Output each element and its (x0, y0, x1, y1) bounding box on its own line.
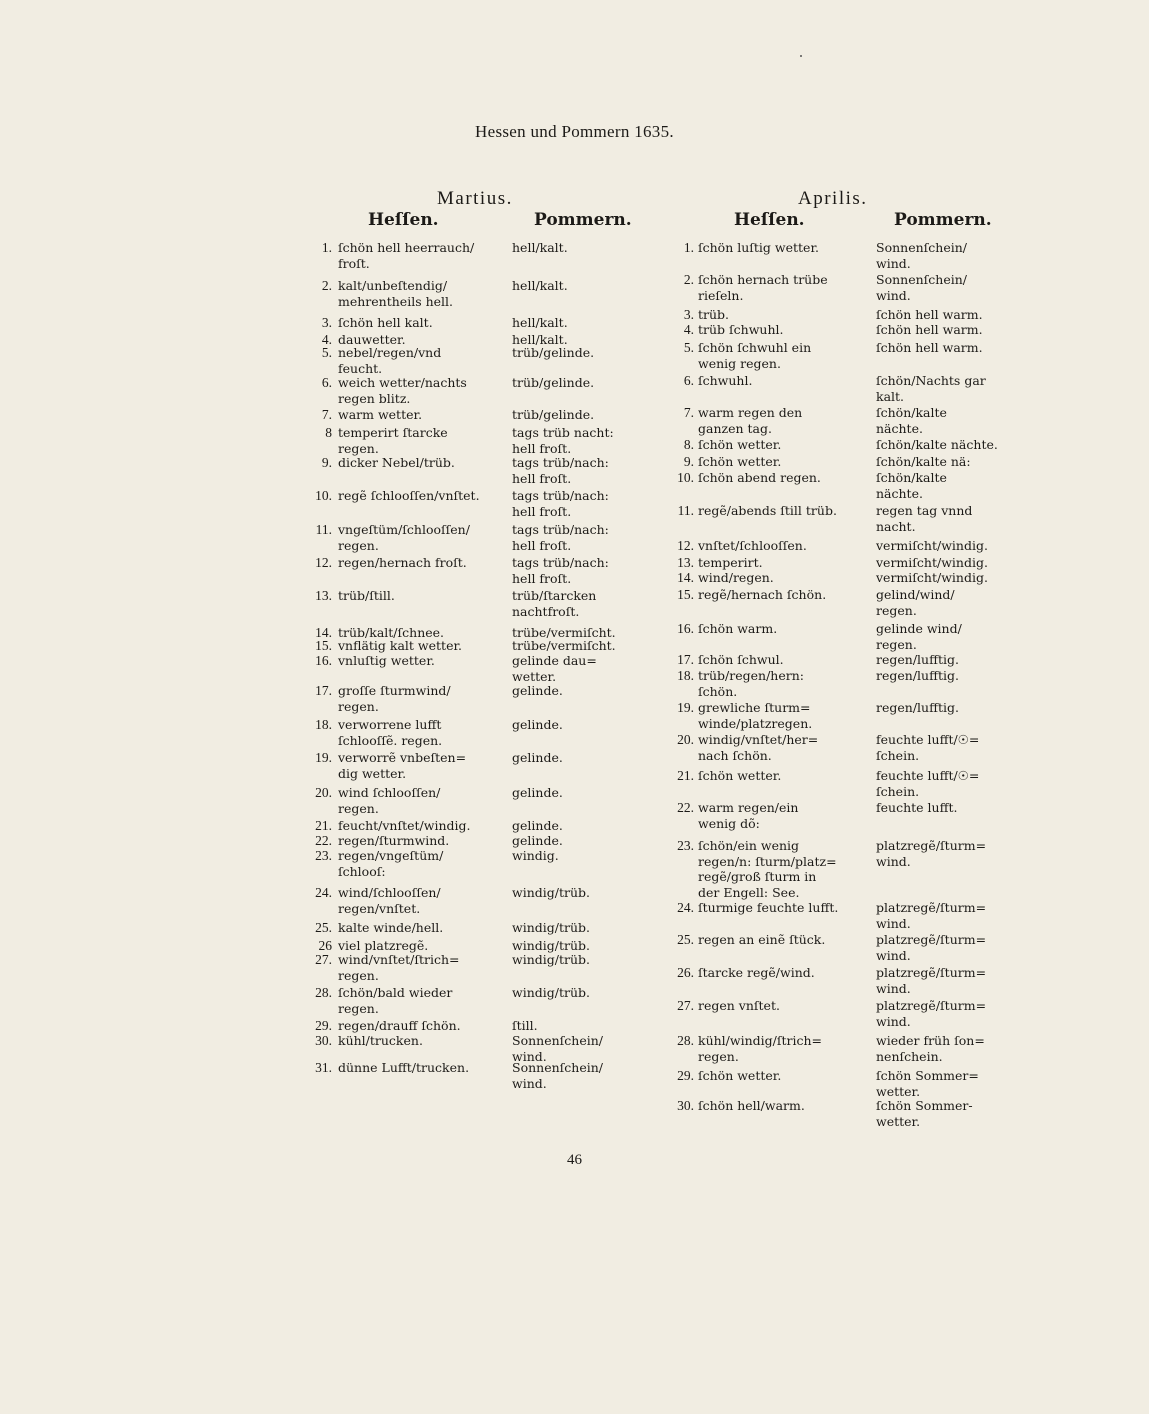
hessen-entry: kühl/trucken. (338, 1033, 423, 1048)
pommern-entry: regen/lufftig. (876, 668, 959, 683)
pommern-entry: gelinde wind/ regen. (876, 621, 962, 652)
day-number: 1. (321, 240, 332, 255)
pommern-entry: tags trüb/nach: hell froſt. (512, 488, 609, 519)
pommern-entry: Sonnenſchein/ wind. (876, 240, 967, 271)
hessen-entry: wind/vnſtet/ſtrich= regen. (338, 952, 460, 983)
hessen-entry: kalt/unbeſtendig/ mehrentheils hell. (338, 278, 453, 309)
day-number: 12. (315, 555, 332, 570)
pommern-entry: ſchön hell warm. (876, 340, 983, 355)
pommern-entry: trüb/gelinde. (512, 375, 595, 390)
pommern-entry: trüb/gelinde. (512, 407, 595, 422)
day-number: 2. (683, 272, 694, 287)
hessen-entry: ſchön wetter. (698, 437, 782, 452)
hessen-entry: regen an einẽ ſtück. (698, 932, 826, 947)
day-number: 25. (315, 920, 332, 935)
pommern-entry: tags trüb/nach: hell froſt. (512, 522, 609, 553)
pommern-entry: regen/lufftig. (876, 700, 959, 715)
column-header-pommern: Pommern. (534, 210, 632, 230)
hessen-entry: vnſtet/ſchlooſſen. (698, 538, 807, 553)
pommern-entry: windig/trüb. (512, 985, 590, 1000)
hessen-entry: wind ſchlooſſen/ regen. (338, 785, 441, 816)
hessen-entry: ſchön hernach trübe rieſeln. (698, 272, 828, 303)
hessen-entry: warm wetter. (338, 407, 423, 422)
day-number: 15. (677, 587, 694, 602)
day-number: 4. (683, 322, 694, 337)
pommern-entry: hell/kalt. (512, 240, 568, 255)
hessen-entry: trüb/ſtill. (338, 588, 395, 603)
hessen-entry: ſchön wetter. (698, 1068, 782, 1083)
day-number: 20. (315, 785, 332, 800)
day-number: 24. (315, 885, 332, 900)
day-number: 12. (677, 538, 694, 553)
hessen-entry: ſchön wetter. (698, 768, 782, 783)
hessen-entry: ſchön ſchwul. (698, 652, 784, 667)
pommern-entry: hell/kalt. (512, 278, 568, 293)
day-number: 19. (315, 750, 332, 765)
hessen-entry: weich wetter/nachts regen blitz. (338, 375, 467, 406)
hessen-entry: temperirt. (698, 555, 763, 570)
day-number: 27. (677, 998, 694, 1013)
day-number: 27. (315, 952, 332, 967)
hessen-entry: kühl/windig/ſtrich= regen. (698, 1033, 822, 1064)
pommern-entry: ſchön hell warm. (876, 322, 983, 337)
hessen-entry: nebel/regen/vnd feucht. (338, 345, 442, 376)
hessen-entry: kalte winde/hell. (338, 920, 444, 935)
pommern-entry: vermiſcht/windig. (876, 570, 988, 585)
day-number: 23. (677, 838, 694, 853)
day-number: 22. (677, 800, 694, 815)
hessen-entry: vnluſtig wetter. (338, 653, 435, 668)
hessen-entry: regen/vngeſtüm/ ſchlooſ: (338, 848, 444, 879)
pommern-entry: hell/kalt. (512, 315, 568, 330)
day-number: 5. (321, 345, 332, 360)
day-number: 7. (683, 405, 694, 420)
ink-speck (800, 55, 802, 57)
pommern-entry: gelinde. (512, 683, 563, 698)
pommern-entry: platzregẽ/ſturm= wind. (876, 900, 987, 931)
hessen-entry: ſchön luſtig wetter. (698, 240, 820, 255)
day-number: 26. (677, 965, 694, 980)
hessen-entry: regẽ ſchlooſſen/vnſtet. (338, 488, 480, 503)
pommern-entry: Sonnenſchein/ wind. (512, 1033, 603, 1064)
hessen-entry: verworrẽ vnbeſten= dig wetter. (338, 750, 467, 781)
pommern-entry: ſchön/kalte nächte. (876, 437, 998, 452)
pommern-entry: platzregẽ/ſturm= wind. (876, 998, 987, 1029)
pommern-entry: gelinde dau= wetter. (512, 653, 597, 684)
hessen-entry: ſtarcke regẽ/wind. (698, 965, 815, 980)
pommern-entry: gelinde. (512, 785, 563, 800)
day-number: 16. (315, 653, 332, 668)
day-number: 4. (321, 332, 332, 347)
pommern-entry: ſchön Sommer= wetter. (876, 1068, 979, 1099)
day-number: 18. (677, 668, 694, 683)
pommern-entry: platzregẽ/ſturm= wind. (876, 932, 987, 963)
hessen-entry: trüb/regen/hern: ſchön. (698, 668, 804, 699)
day-number: 2. (321, 278, 332, 293)
day-number: 22. (315, 833, 332, 848)
day-number: 21. (315, 818, 332, 833)
pommern-entry: feuchte lufft/☉= ſchein. (876, 732, 980, 763)
hessen-entry: windig/vnſtet/her= nach ſchön. (698, 732, 819, 763)
day-number: 5. (683, 340, 694, 355)
pommern-entry: gelinde. (512, 833, 563, 848)
day-number: 28. (677, 1033, 694, 1048)
hessen-entry: wind/regen. (698, 570, 774, 585)
day-number: 29. (677, 1068, 694, 1083)
day-number: 9. (321, 455, 332, 470)
hessen-entry: viel platzregẽ. (338, 938, 429, 953)
hessen-entry: regẽ/hernach ſchön. (698, 587, 827, 602)
hessen-entry: feucht/vnſtet/windig. (338, 818, 471, 833)
day-number: 30. (315, 1033, 332, 1048)
hessen-entry: vnflätig kalt wetter. (338, 638, 463, 653)
hessen-entry: regen/ſturmwind. (338, 833, 450, 848)
day-number: 13. (677, 555, 694, 570)
hessen-entry: regen/drauff ſchön. (338, 1018, 461, 1033)
pommern-entry: wieder früh ſon= nenſchein. (876, 1033, 985, 1064)
pommern-entry: Sonnenſchein/ wind. (876, 272, 967, 303)
hessen-entry: ſchön/bald wieder regen. (338, 985, 453, 1016)
pommern-entry: tags trüb nacht: hell froſt. (512, 425, 614, 456)
day-number: 24. (677, 900, 694, 915)
hessen-entry: ſchön warm. (698, 621, 778, 636)
pommern-entry: trübe/vermiſcht. (512, 625, 616, 640)
pommern-entry: gelinde. (512, 818, 563, 833)
day-number: 9. (683, 454, 694, 469)
pommern-entry: ſchön/kalte nächte. (876, 405, 947, 436)
pommern-entry: windig/trüb. (512, 952, 590, 967)
pommern-entry: tags trüb/nach: hell froſt. (512, 455, 609, 486)
hessen-entry: trüb ſchwuhl. (698, 322, 784, 337)
day-number: 29. (315, 1018, 332, 1033)
page-number: 46 (567, 1152, 582, 1168)
hessen-entry: temperirt ſtarcke regen. (338, 425, 448, 456)
day-number: 17. (677, 652, 694, 667)
pommern-entry: ſchön/kalte nä: (876, 454, 971, 469)
pommern-entry: gelinde. (512, 750, 563, 765)
pommern-entry: tags trüb/nach: hell froſt. (512, 555, 609, 586)
pommern-entry: vermiſcht/windig. (876, 555, 988, 570)
hessen-entry: trüb/kalt/ſchnee. (338, 625, 445, 640)
hessen-entry: ſchön abend regen. (698, 470, 821, 485)
day-number: 18. (315, 717, 332, 732)
day-number: 1. (683, 240, 694, 255)
day-number: 3. (321, 315, 332, 330)
day-number: 16. (677, 621, 694, 636)
hessen-entry: ſchön/ein wenig regen/n: ſturm/platz= regẽ/groß ſturm in der Engell: See. (698, 838, 837, 900)
day-number: 31. (315, 1060, 332, 1075)
pommern-entry: regen/lufftig. (876, 652, 959, 667)
hessen-entry: warm regen/ein wenig dõ: (698, 800, 799, 831)
pommern-entry: ſchön Sommer- wetter. (876, 1098, 973, 1129)
column-header-hessen: Heſſen. (368, 210, 439, 230)
hessen-entry: trüb. (698, 307, 730, 322)
hessen-entry: regẽ/abends ſtill trüb. (698, 503, 837, 518)
pommern-entry: windig/trüb. (512, 885, 590, 900)
hessen-entry: vngeſtüm/ſchlooſſen/ regen. (338, 522, 470, 553)
hessen-entry: ſchön wetter. (698, 454, 782, 469)
hessen-entry: dicker Nebel/trüb. (338, 455, 455, 470)
day-number: 23. (315, 848, 332, 863)
day-number: 3. (683, 307, 694, 322)
day-number: 11. (315, 522, 332, 537)
pommern-entry: hell/kalt. (512, 332, 568, 347)
day-number: 26 (318, 938, 332, 953)
pommern-entry: vermiſcht/windig. (876, 538, 988, 553)
pommern-entry: ſchön hell warm. (876, 307, 983, 322)
pommern-entry: ſtill. (512, 1018, 538, 1033)
day-number: 20. (677, 732, 694, 747)
hessen-entry: ſturmige feuchte lufft. (698, 900, 839, 915)
pommern-entry: feuchte lufft. (876, 800, 958, 815)
hessen-entry: groſſe ſturmwind/ regen. (338, 683, 451, 714)
pommern-entry: gelinde. (512, 717, 563, 732)
month-heading-martius: Martius. (437, 188, 513, 209)
day-number: 28. (315, 985, 332, 1000)
hessen-entry: ſchön hell/warm. (698, 1098, 805, 1113)
day-number: 17. (315, 683, 332, 698)
pommern-entry: trüb/gelinde. (512, 345, 595, 360)
column-header-pommern: Pommern. (894, 210, 992, 230)
hessen-entry: dauwetter. (338, 332, 406, 347)
day-number: 6. (683, 373, 694, 388)
day-number: 8 (325, 425, 332, 440)
hessen-entry: verworrene lufft ſchlooſſẽ. regen. (338, 717, 443, 748)
day-number: 30. (677, 1098, 694, 1113)
hessen-entry: warm regen den ganzen tag. (698, 405, 803, 436)
day-number: 13. (315, 588, 332, 603)
hessen-entry: regen vnſtet. (698, 998, 780, 1013)
hessen-entry: ſchön ſchwuhl ein wenig regen. (698, 340, 812, 371)
pommern-entry: feuchte lufft/☉= ſchein. (876, 768, 980, 799)
pommern-entry: platzregẽ/ſturm= wind. (876, 965, 987, 996)
day-number: 21. (677, 768, 694, 783)
pommern-entry: windig/trüb. (512, 938, 590, 953)
day-number: 6. (321, 375, 332, 390)
running-head: Hessen und Pommern 1635. (475, 122, 674, 141)
column-header-hessen: Heſſen. (734, 210, 805, 230)
day-number: 7. (321, 407, 332, 422)
hessen-entry: ſchön hell heerrauch/ froſt. (338, 240, 475, 271)
pommern-entry: regen tag vnnd nacht. (876, 503, 973, 534)
pommern-entry: windig. (512, 848, 559, 863)
day-number: 10. (315, 488, 332, 503)
hessen-entry: regen/hernach froſt. (338, 555, 467, 570)
pommern-entry: trübe/vermiſcht. (512, 638, 616, 653)
day-number: 11. (677, 503, 694, 518)
pommern-entry: ſchön/Nachts gar kalt. (876, 373, 986, 404)
hessen-entry: ſchwuhl. (698, 373, 753, 388)
day-number: 15. (315, 638, 332, 653)
day-number: 19. (677, 700, 694, 715)
pommern-entry: Sonnenſchein/ wind. (512, 1060, 603, 1091)
hessen-entry: wind/ſchlooſſen/ regen/vnſtet. (338, 885, 441, 916)
pommern-entry: trüb/ſtarcken nachtfroſt. (512, 588, 597, 619)
day-number: 14. (315, 625, 332, 640)
pommern-entry: ſchön/kalte nächte. (876, 470, 947, 501)
hessen-entry: ſchön hell kalt. (338, 315, 433, 330)
day-number: 25. (677, 932, 694, 947)
month-heading-aprilis: Aprilis. (798, 188, 868, 209)
pommern-entry: windig/trüb. (512, 920, 590, 935)
hessen-entry: dünne Lufft/trucken. (338, 1060, 470, 1075)
day-number: 8. (683, 437, 694, 452)
pommern-entry: gelind/wind/ regen. (876, 587, 955, 618)
hessen-entry: grewliche ſturm= winde/platzregen. (698, 700, 813, 731)
pommern-entry: platzregẽ/ſturm= wind. (876, 838, 987, 869)
day-number: 10. (677, 470, 694, 485)
day-number: 14. (677, 570, 694, 585)
